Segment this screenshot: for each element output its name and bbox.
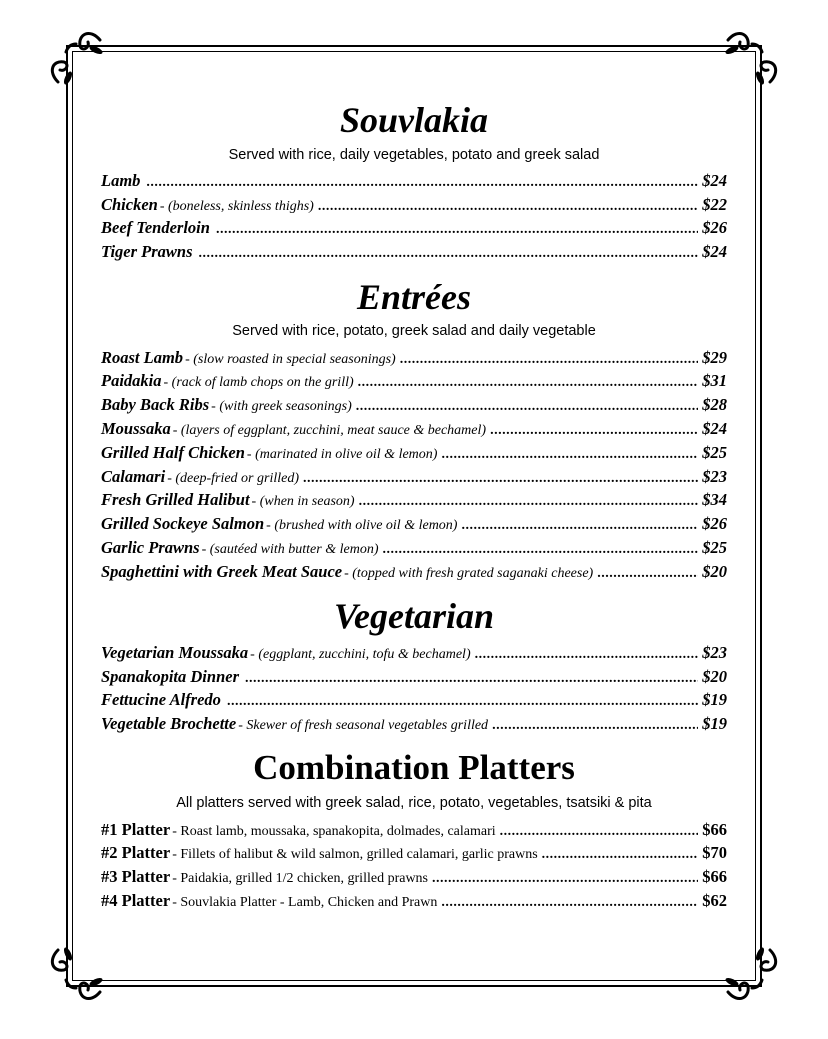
menu-item-price: $19 [702,714,727,733]
menu-item-name: Baby Back Ribs [101,395,210,414]
menu-item [101,561,727,583]
menu-item-desc: - Paidakia, grilled 1/2 chicken, grilled prawns [172,871,429,886]
menu-item-price: $24 [702,171,727,190]
menu-item-name: Grilled Sockeye Salmon [101,514,265,533]
menu-item-price: $24 [702,242,727,261]
menu-item-price: $23 [702,467,727,486]
section-title-entrees: Entrées [356,277,471,317]
dot-leader [492,715,698,737]
menu-item [101,217,727,239]
menu-item [101,418,727,440]
section-subtitle-souvlakia: Served with rice, daily vegetables, potato and greek salad [228,147,600,163]
menu-item [101,489,727,511]
menu-item-desc: - Fillets of halibut & wild salmon, grilled calamari, garlic prawns [172,847,538,862]
menu-item-name: Vegetarian Moussaka [101,643,249,662]
dot-leader [490,420,698,442]
menu-item [101,666,727,688]
menu-item [101,890,727,912]
menu-item [101,513,727,535]
dot-leader [400,349,699,371]
menu-item-name: Spaghettini with Greek Meat Sauce [101,562,343,581]
dot-leader [227,691,698,713]
corner-flourish-bottom-left-icon [40,940,110,1010]
menu-item-desc: - Roast lamb, moussaka, spanakopita, dolmades, calamari [172,824,496,839]
menu-item [101,194,727,216]
menu-item-name: Moussaka [101,419,171,438]
dot-leader [441,444,698,466]
menu-item [101,689,727,711]
menu-item-name: #2 Platter [101,843,171,862]
menu-item [101,241,727,263]
menu-item [101,713,727,735]
menu-item-price: $25 [702,538,727,557]
menu-item-name: #3 Platter [101,867,171,886]
menu-item-price: $66 [702,867,727,886]
menu-item-name: Calamari [101,467,166,486]
section-subtitle-entrees: Served with rice, potato, greek salad and daily vegetable [232,323,596,339]
menu-item-price: $20 [702,562,727,581]
menu-item-price: $20 [702,667,727,686]
menu-item [101,370,727,392]
menu-item-name: Lamb [101,171,141,190]
dot-leader [432,868,698,890]
section-subtitle-combination-platters: All platters served with greek salad, rice, potato, vegetables, tsatsiki & pita [176,795,652,811]
dot-leader [359,491,699,513]
dot-leader [475,644,699,666]
dot-leader [597,563,698,585]
menu-item-price: $31 [702,371,727,390]
menu-item-name: Beef Tenderloin [101,218,210,237]
menu-item-desc: - Souvlakia Platter - Lamb, Chicken and Prawn [172,895,438,910]
dot-leader [542,844,699,866]
menu-item-name: #4 Platter [101,891,171,910]
menu-item-price: $26 [702,514,727,533]
corner-flourish-top-left-icon [40,22,110,92]
menu-item-desc: - (deep-fried or grilled) [167,471,299,486]
menu-item-name: Fresh Grilled Halibut [101,490,250,509]
dot-leader [216,219,698,241]
menu-item-name: Garlic Prawns [101,538,200,557]
menu-item-price: $34 [702,490,727,509]
menu-item-desc: - (topped with fresh grated saganaki cheese) [344,566,594,581]
menu-item [101,466,727,488]
menu-item-name: Tiger Prawns [101,242,193,261]
dot-leader [303,468,698,490]
menu-item-desc: - (layers of eggplant, zucchini, meat sauce & bechamel) [172,423,487,438]
dot-leader [245,668,698,690]
menu-item-price: $22 [702,195,727,214]
menu-item-desc: - (with greek seasonings) [211,399,352,414]
menu-item-price: $23 [702,643,727,662]
menu-item [101,819,727,841]
menu-item-desc: - (slow roasted in special seasonings) [185,352,396,367]
menu-item-price: $25 [702,443,727,462]
menu-item [101,537,727,559]
menu-item [101,347,727,369]
menu-item-price: $28 [702,395,727,414]
menu-item-name: Vegetable Brochette [101,714,237,733]
menu-item-name: Chicken [101,195,158,214]
menu-item-name: Fettucine Alfredo [101,690,221,709]
menu-item-desc: - (brushed with olive oil & lemon) [266,518,458,533]
menu-item [101,170,727,192]
corner-flourish-top-right-icon [718,22,788,92]
menu-item-desc: - (boneless, skinless thighs) [159,199,314,214]
dot-leader [199,243,699,265]
dot-leader [146,172,698,194]
menu-item-desc: - Skewer of fresh seasonal vegetables grilled [238,718,489,733]
menu-item-price: $26 [702,218,727,237]
menu-item-name: Grilled Half Chicken [101,443,245,462]
menu-item-price: $66 [702,820,727,839]
menu-item [101,866,727,888]
menu-item-price: $62 [702,891,727,910]
menu-item-desc: - (eggplant, zucchini, tofu & bechamel) [250,647,471,662]
menu-item [101,842,727,864]
menu-item-name: Spanakopita Dinner [101,667,239,686]
menu-item-price: $70 [702,843,727,862]
dot-leader [500,821,699,843]
section-title-vegetarian: Vegetarian [333,596,494,636]
menu-item-name: Paidakia [101,371,162,390]
menu-item-desc: - (sautéed with butter & lemon) [201,542,379,557]
menu-item [101,642,727,664]
dot-leader [356,396,698,418]
menu-item-desc: - (when in season) [251,494,355,509]
menu-item-price: $24 [702,419,727,438]
menu-item [101,442,727,464]
section-title-souvlakia: Souvlakia [339,100,489,140]
menu-item-price: $19 [702,690,727,709]
dot-leader [318,196,698,218]
dot-leader [441,892,698,914]
section-title-combination-platters: Combination Platters [253,748,575,787]
dot-leader [358,372,699,394]
menu-item [101,394,727,416]
dot-leader [461,515,698,537]
menu-item-name: Roast Lamb [101,348,184,367]
corner-flourish-bottom-right-icon [718,940,788,1010]
menu-item-price: $29 [702,348,727,367]
menu-item-desc: - (rack of lamb chops on the grill) [163,375,354,390]
menu-item-name: #1 Platter [101,820,171,839]
dot-leader [382,539,698,561]
menu-item-desc: - (marinated in olive oil & lemon) [246,447,438,462]
